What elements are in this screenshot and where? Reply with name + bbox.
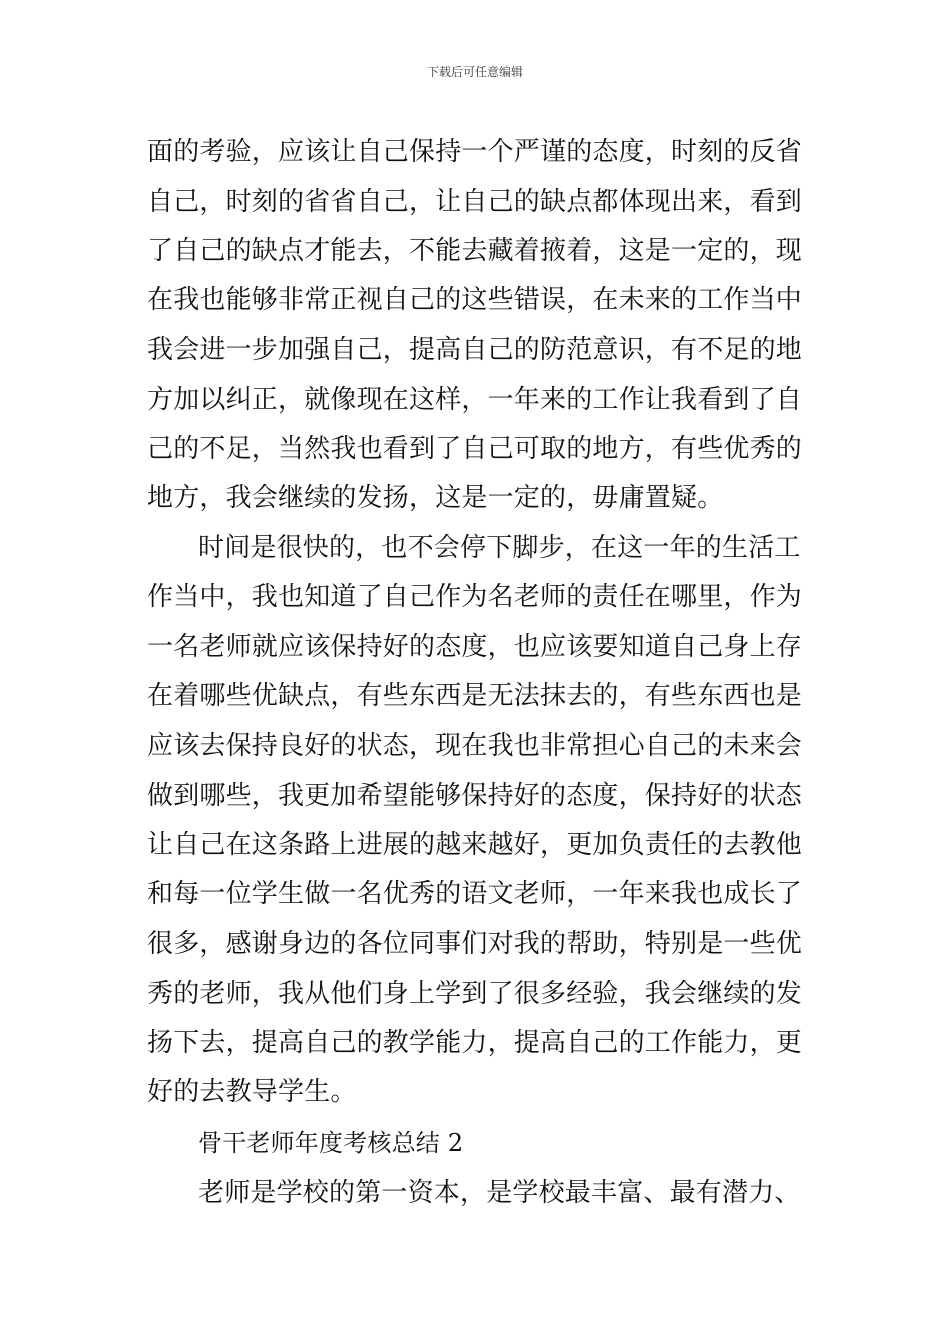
- paragraph-line-4: 在我也能够非常正视自己的这些错误，在未来的工作当中: [147, 285, 803, 315]
- section-heading: 骨干老师年度考核总结 2: [198, 1129, 464, 1157]
- paragraph-line-7: 己的不足，当然我也看到了自己可取的地方，有些优秀的: [147, 434, 803, 464]
- header-note: 下载后可任意编辑: [426, 65, 523, 79]
- paragraph-line-15: 让自己在这条路上进展的越来越好，更加负责任的去教他: [147, 830, 803, 860]
- paragraph-line-2: 自己，时刻的省省自己，让自己的缺点都体现出来，看到: [147, 187, 803, 217]
- paragraph-line-6: 方加以纠正，就像现在这样，一年来的工作让我看到了自: [147, 385, 803, 415]
- paragraph-line-16: 和每一位学生做一名优秀的语文老师，一年来我也成长了: [147, 879, 803, 909]
- paragraph-line-1: 面的考验，应该让自己保持一个严谨的态度，时刻的反省: [147, 137, 803, 167]
- paragraph-line-20: 好的去教导学生。: [147, 1077, 357, 1107]
- paragraph-line-5: 我会进一步加强自己，提高自己的防范意识，有不足的地: [147, 335, 803, 365]
- paragraph-line-17: 很多，感谢身边的各位同事们对我的帮助，特别是一些优: [147, 929, 803, 959]
- paragraph-line-14: 做到哪些，我更加希望能够保持好的态度，保持好的状态: [147, 781, 803, 811]
- paragraph-line-22: 老师是学校的第一资本，是学校最丰富、最有潜力、: [198, 1178, 801, 1208]
- paragraph-line-9: 时间是很快的，也不会停下脚步，在这一年的生活工: [198, 533, 801, 563]
- paragraph-line-3: 了自己的缺点才能去，不能去藏着掖着，这是一定的，现: [147, 236, 803, 266]
- paragraph-line-11: 一名老师就应该保持好的态度，也应该要知道自己身上存: [147, 632, 803, 662]
- paragraph-line-12: 在着哪些优缺点，有些东西是无法抹去的，有些东西也是: [147, 681, 803, 711]
- paragraph-line-13: 应该去保持良好的状态，现在我也非常担心自己的未来会: [147, 731, 803, 761]
- paragraph-line-8: 地方，我会继续的发扬，这是一定的，毋庸置疑。: [147, 483, 724, 513]
- paragraph-line-10: 作当中，我也知道了自己作为名老师的责任在哪里，作为: [147, 582, 803, 612]
- paragraph-line-18: 秀的老师，我从他们身上学到了很多经验，我会继续的发: [147, 979, 803, 1009]
- paragraph-line-19: 扬下去，提高自己的教学能力，提高自己的工作能力，更: [147, 1028, 803, 1058]
